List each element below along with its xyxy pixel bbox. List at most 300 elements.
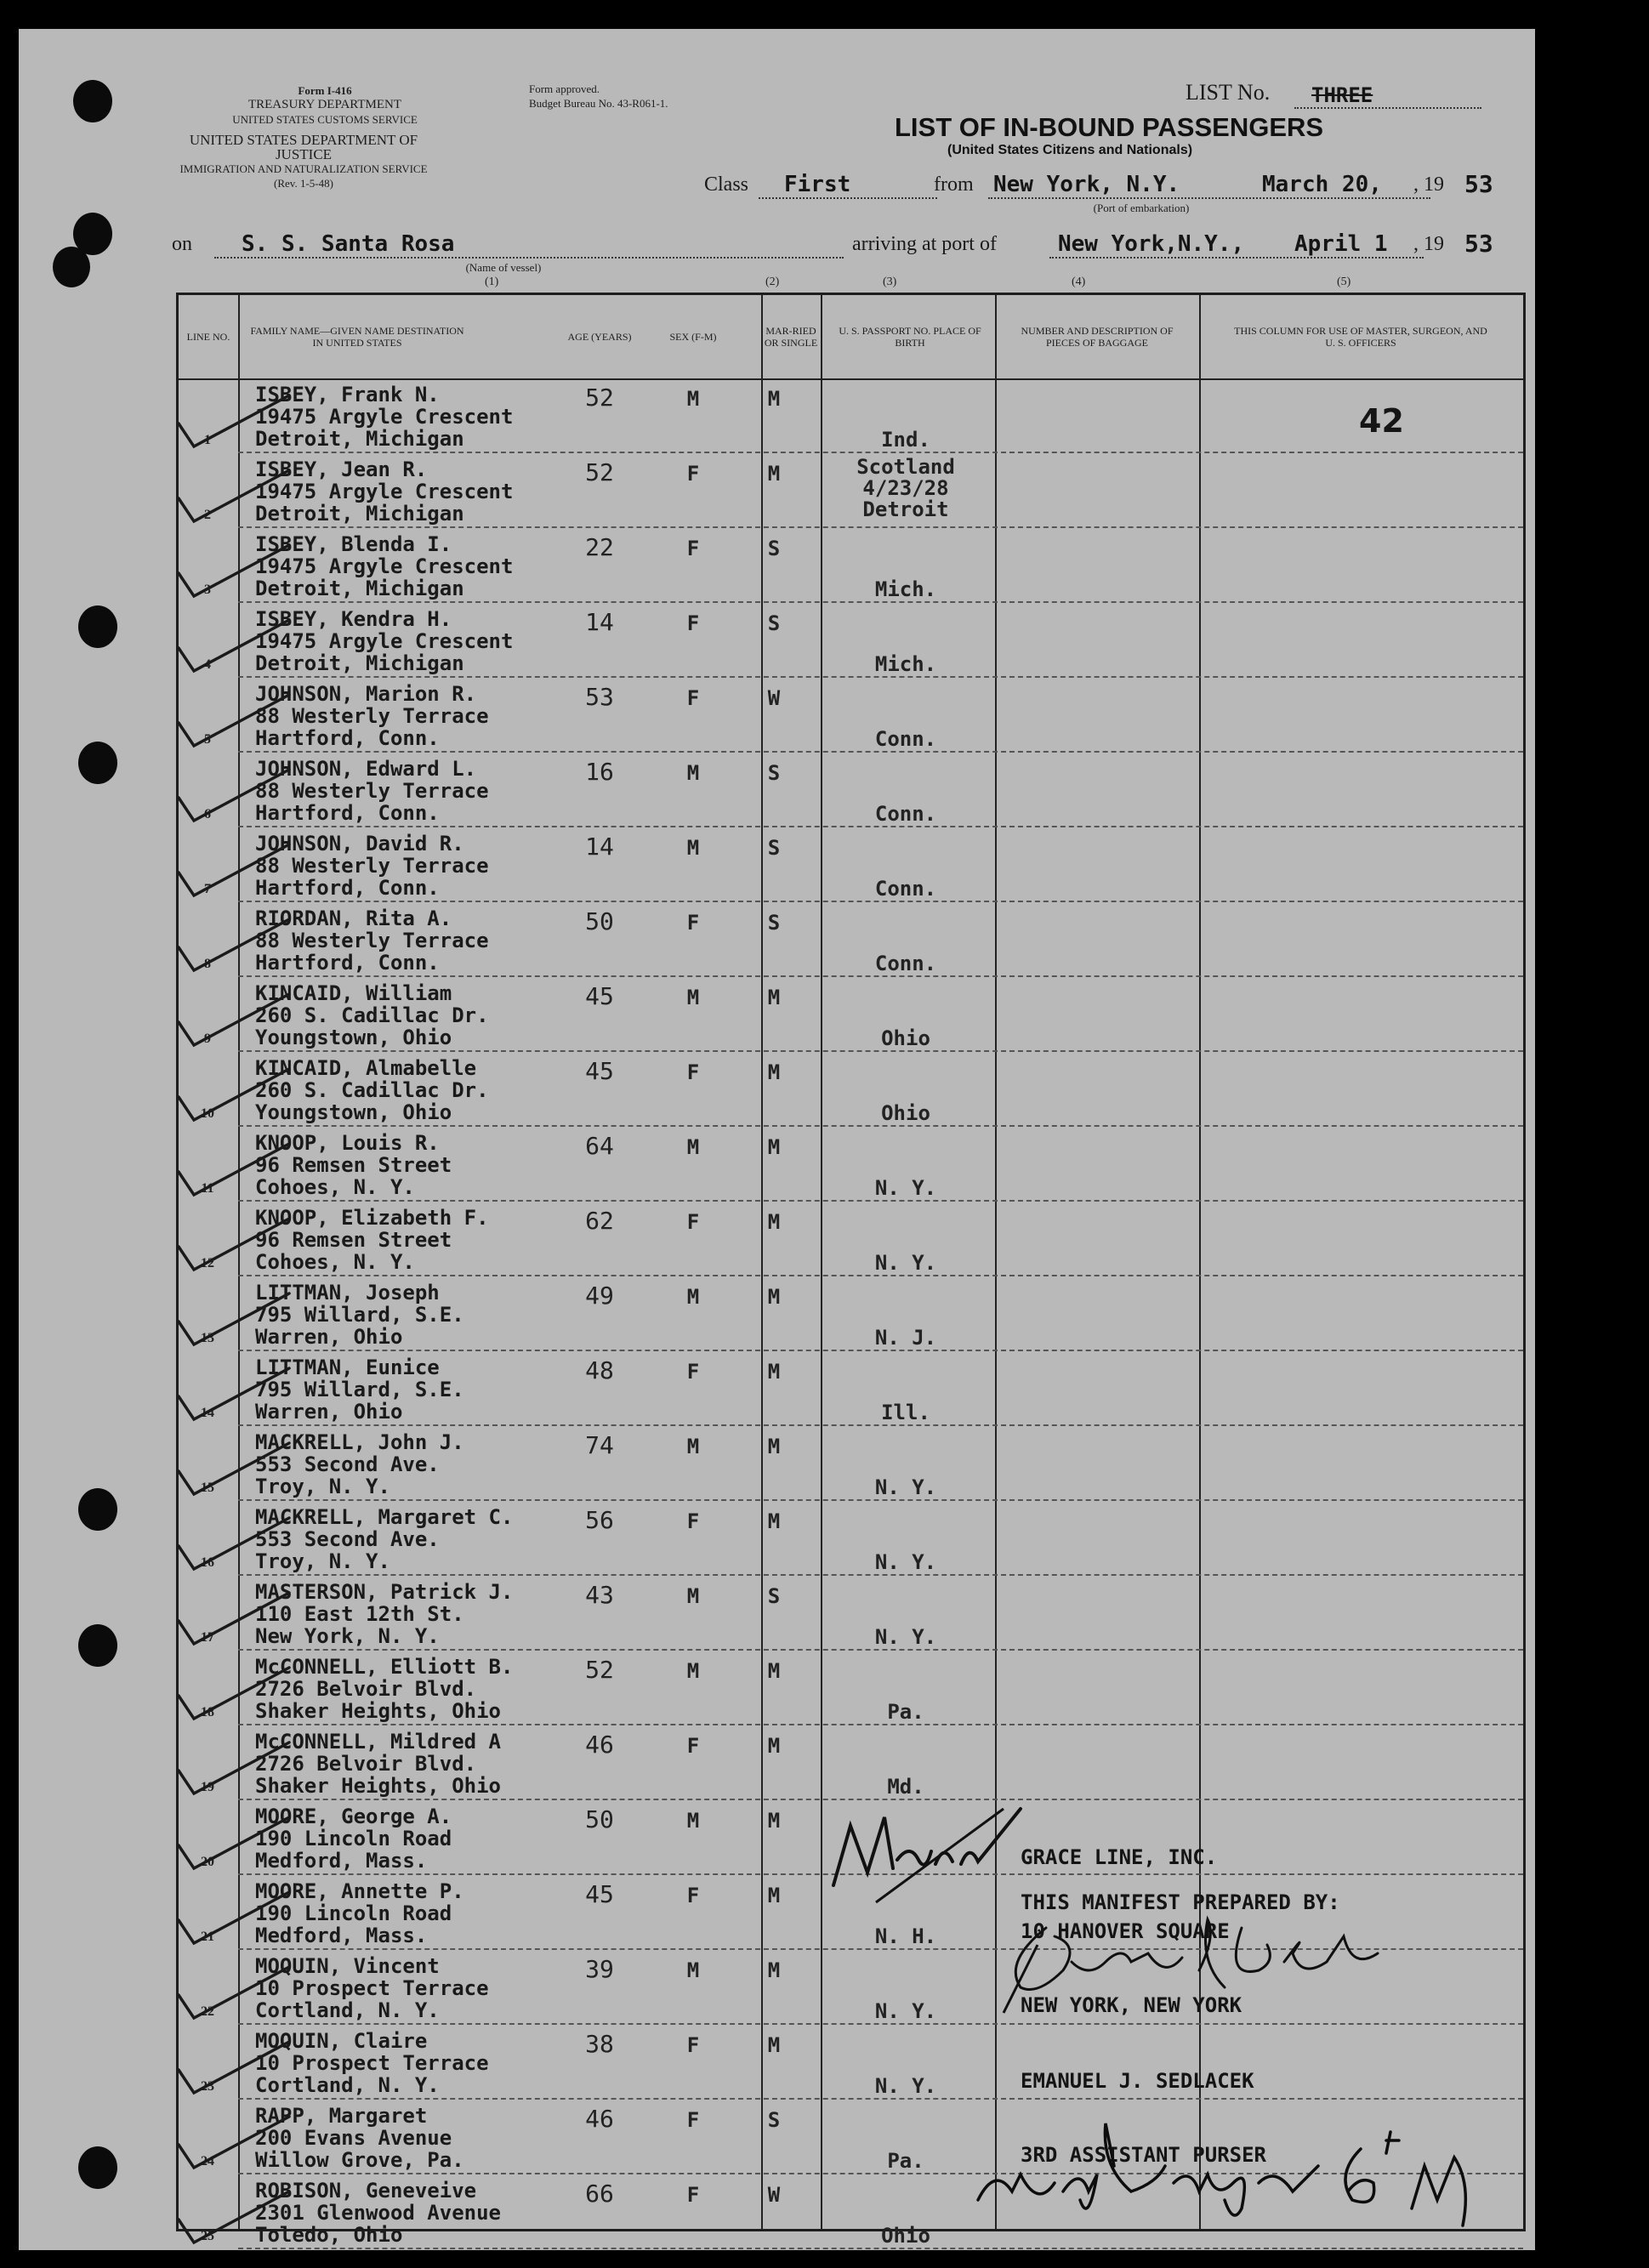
punch-hole: [78, 605, 117, 648]
list-no-line: [1294, 107, 1481, 109]
passenger-street: 2726 Belvoir Blvd.: [255, 1677, 477, 1701]
passenger-name: MOQUIN, Claire: [255, 2029, 428, 2053]
col-num-1: (1): [485, 276, 499, 288]
passenger-sex: F: [686, 1734, 700, 1758]
table-row: [179, 1576, 1523, 1651]
stamp-position: 3RD ASSISTANT PURSER: [1021, 2143, 1266, 2167]
passenger-sex: F: [686, 1884, 700, 1907]
passenger-age: 53: [585, 683, 614, 711]
passenger-married: M: [767, 1135, 781, 1159]
line-number: 16: [201, 1555, 214, 1570]
passenger-age: 39: [585, 1955, 614, 1983]
passenger-name: JOHNSON, David R.: [255, 832, 464, 855]
passenger-city: Warren, Ohio: [255, 1325, 403, 1349]
passenger-married: M: [767, 1360, 781, 1384]
passenger-name: ISBEY, Kendra H.: [255, 607, 452, 631]
passenger-age: 46: [585, 2105, 614, 2133]
passenger-birth: Conn.: [874, 952, 937, 975]
punch-hole: [53, 247, 90, 287]
passenger-name: MACKRELL, Margaret C.: [255, 1505, 514, 1529]
passenger-age: 46: [585, 1731, 614, 1759]
passenger-married: S: [767, 911, 781, 935]
vessel-line: [214, 257, 844, 259]
passenger-sex: M: [686, 1958, 700, 1982]
passenger-street: 553 Second Ave.: [255, 1452, 440, 1476]
punch-hole: [78, 2146, 117, 2189]
arrival-year-prefix: , 19: [1413, 233, 1444, 255]
check-mark-icon: [170, 2040, 298, 2100]
passenger-birth: Ohio: [881, 2224, 930, 2248]
class-value: First: [784, 172, 851, 197]
passenger-married: S: [767, 537, 781, 560]
manifest-page: [19, 29, 1535, 2250]
table-row: [179, 1426, 1523, 1501]
check-mark-icon: [170, 843, 298, 902]
passenger-city: Troy, N. Y.: [255, 1549, 390, 1573]
passenger-city: Detroit, Michigan: [255, 651, 464, 675]
check-mark-icon: [170, 1441, 298, 1501]
passenger-name: KNOOP, Louis R.: [255, 1131, 440, 1155]
passenger-city: Detroit, Michigan: [255, 427, 464, 451]
passenger-name: LITTMAN, Joseph: [255, 1281, 440, 1305]
passenger-age: 66: [585, 2180, 614, 2208]
check-mark-icon: [170, 1292, 298, 1351]
passenger-city: Shaker Heights, Ohio: [255, 1699, 501, 1723]
passenger-city: Shaker Heights, Ohio: [255, 1774, 501, 1798]
passenger-married: M: [767, 2033, 781, 2057]
passenger-city: Hartford, Conn.: [255, 801, 440, 825]
check-mark-icon: [170, 1666, 298, 1725]
passenger-sex: M: [686, 1809, 700, 1833]
depart-year: 53: [1464, 170, 1493, 198]
passenger-married: M: [767, 462, 781, 486]
passenger-birth: N. Y.: [874, 1999, 937, 2023]
col-line-no: LINE NO.: [186, 331, 230, 343]
passenger-birth: N. Y.: [874, 1251, 937, 1275]
passenger-city: Hartford, Conn.: [255, 876, 440, 900]
arrival-date: April 1: [1294, 231, 1388, 257]
passenger-name: MOORE, George A.: [255, 1805, 452, 1828]
immigration-service: IMMIGRATION AND NATURALIZATION SERVICE: [179, 162, 428, 175]
passenger-city: Detroit, Michigan: [255, 577, 464, 600]
check-mark-icon: [170, 1816, 298, 1875]
passenger-birth: Pa.: [887, 1700, 924, 1724]
table-row: [179, 827, 1523, 902]
passenger-age: 50: [585, 907, 614, 935]
customs-service: UNITED STATES CUSTOMS SERVICE: [232, 113, 418, 126]
passenger-age: 45: [585, 1880, 614, 1908]
col-num-5: (5): [1337, 276, 1351, 288]
col-passport: U. S. PASSPORT NO. PLACE OF BIRTH: [839, 325, 981, 349]
inspector-text: [1029, 2166, 1038, 2167]
passenger-street: 2301 Glenwood Avenue: [255, 2201, 501, 2225]
passenger-age: 74: [585, 1431, 614, 1459]
table-row: [179, 678, 1523, 753]
line-number: 25: [201, 2229, 214, 2243]
passenger-name: ISBEY, Jean R.: [255, 458, 428, 481]
passenger-city: Cortland, N. Y.: [255, 2073, 440, 2097]
passenger-married: M: [767, 387, 781, 411]
passenger-street: 190 Lincoln Road: [255, 1901, 452, 1925]
check-mark-icon: [170, 1217, 298, 1276]
check-mark-icon: [170, 1741, 298, 1800]
passenger-sex: M: [686, 986, 700, 1009]
passenger-age: 14: [585, 833, 614, 861]
line-number: 1: [204, 433, 211, 447]
form-number: Form I-416: [298, 84, 352, 97]
passenger-sex: M: [686, 1435, 700, 1458]
passenger-city: Cohoes, N. Y.: [255, 1250, 415, 1274]
passenger-age: 16: [585, 758, 614, 786]
line-number: 21: [201, 1930, 214, 1944]
signature-text: [1021, 1962, 1030, 1963]
passenger-age: 56: [585, 1506, 614, 1534]
passenger-birth: Pa.: [887, 2149, 924, 2173]
passenger-sex: M: [686, 387, 700, 411]
passenger-age: 38: [585, 2030, 614, 2058]
check-mark-icon: [170, 918, 298, 977]
passenger-age: 45: [585, 1057, 614, 1085]
passenger-sex: M: [686, 836, 700, 860]
passenger-sex: F: [686, 462, 700, 486]
passenger-married: S: [767, 761, 781, 785]
col-sex: SEX (F-M): [669, 331, 717, 343]
col-age: AGE (YEARS): [567, 331, 632, 343]
passenger-birth: N. Y.: [874, 2074, 937, 2098]
list-no-value: THREE: [1311, 83, 1373, 107]
punch-hole: [78, 742, 117, 784]
passenger-name: MASTERSON, Patrick J.: [255, 1580, 514, 1604]
passenger-street: 260 S. Cadillac Dr.: [255, 1078, 489, 1102]
passenger-married: W: [767, 686, 781, 710]
passenger-name: McCONNELL, Elliott B.: [255, 1655, 514, 1679]
passenger-name: JOHNSON, Marion R.: [255, 682, 477, 706]
punch-hole: [78, 1488, 117, 1531]
passenger-birth: Md.: [887, 1775, 924, 1799]
passenger-city: Youngstown, Ohio: [255, 1026, 452, 1049]
budget-bureau: Budget Bureau No. 43-R061-1.: [529, 97, 668, 110]
passenger-married: M: [767, 1285, 781, 1309]
table-row: [179, 1202, 1523, 1276]
punch-hole: [78, 1624, 117, 1667]
passenger-sex: F: [686, 2183, 700, 2207]
passenger-name: MACKRELL, John J.: [255, 1430, 464, 1454]
passenger-married: M: [767, 986, 781, 1009]
passenger-street: 10 Prospect Terrace: [255, 2051, 489, 2075]
stamp-city: NEW YORK, NEW YORK: [1021, 1993, 1242, 2017]
passenger-street: 795 Willard, S.E.: [255, 1303, 464, 1327]
passenger-birth: Conn.: [874, 877, 937, 901]
passenger-street: 19475 Argyle Crescent: [255, 554, 514, 578]
line-number: 24: [201, 2154, 214, 2169]
passenger-name: ROBISON, Geneveive: [255, 2179, 477, 2203]
passenger-age: 45: [585, 982, 614, 1010]
passenger-married: M: [767, 1734, 781, 1758]
passenger-city: Hartford, Conn.: [255, 951, 440, 975]
on-label: on: [172, 233, 192, 255]
line-number: 14: [201, 1406, 214, 1420]
class-line: [759, 197, 937, 199]
passenger-age: 22: [585, 533, 614, 561]
table-row: [179, 1276, 1523, 1351]
stamp-company: GRACE LINE, INC.: [1021, 1845, 1218, 1869]
table-row: [179, 1127, 1523, 1202]
line-number: 23: [201, 2079, 214, 2094]
passenger-birth: Mich.: [874, 652, 937, 676]
passenger-city: Troy, N. Y.: [255, 1475, 390, 1498]
passenger-married: M: [767, 1509, 781, 1533]
passenger-married: M: [767, 1884, 781, 1907]
check-mark-icon: [170, 1591, 298, 1651]
passenger-married: S: [767, 836, 781, 860]
passenger-street: 19475 Argyle Crescent: [255, 629, 514, 653]
passenger-birth: Ohio: [881, 1026, 930, 1050]
line-number: 9: [204, 1032, 211, 1046]
line-number: 7: [204, 882, 211, 896]
passenger-birth: Ill.: [881, 1401, 930, 1424]
justice-block: [163, 133, 444, 190]
passenger-street: 88 Westerly Terrace: [255, 929, 489, 952]
passenger-age: 52: [585, 458, 614, 486]
passenger-age: 49: [585, 1282, 614, 1310]
col-name: FAMILY NAME—GIVEN NAME DESTINATION IN UNITED STATES: [250, 325, 464, 349]
passenger-married: W: [767, 2183, 781, 2207]
check-mark-icon: [170, 1142, 298, 1202]
from-value: New York, N.Y.: [993, 172, 1180, 197]
passenger-sex: F: [686, 1509, 700, 1533]
mass-handwriting: [825, 1792, 1029, 1911]
passenger-married: M: [767, 1958, 781, 1982]
line-number: 10: [201, 1106, 214, 1121]
passenger-age: 43: [585, 1581, 614, 1609]
passenger-age: 62: [585, 1207, 614, 1235]
stamp-name: EMANUEL J. SEDLACEK: [1021, 2069, 1254, 2093]
table-row: [179, 753, 1523, 827]
passenger-street: 795 Willard, S.E.: [255, 1378, 464, 1401]
passenger-sex: M: [686, 1285, 700, 1309]
passenger-street: 96 Remsen Street: [255, 1153, 452, 1177]
passenger-sex: M: [686, 1584, 700, 1608]
table-row: [179, 977, 1523, 1052]
passenger-age: 52: [585, 1656, 614, 1684]
stamp-address: 10 HANOVER SQUARE: [1021, 1919, 1230, 1943]
check-mark-icon: [170, 1890, 298, 1950]
passenger-city: Cohoes, N. Y.: [255, 1175, 415, 1199]
arrival-line: [1049, 257, 1424, 259]
check-mark-icon: [170, 1367, 298, 1426]
passenger-sex: F: [686, 537, 700, 560]
passenger-name: MOQUIN, Vincent: [255, 1954, 440, 1978]
arriving-label: arriving at port of: [852, 233, 997, 255]
passenger-sex: M: [686, 1659, 700, 1683]
line-number: 11: [201, 1181, 214, 1196]
passenger-married: M: [767, 1210, 781, 1234]
col-baggage: NUMBER AND DESCRIPTION OF PIECES OF BAGGAGE: [1021, 325, 1174, 349]
passenger-birth: N. Y.: [874, 1176, 937, 1200]
vessel-name: S. S. Santa Rosa: [242, 231, 455, 257]
form-id-block: [163, 83, 486, 127]
line-number: 6: [204, 807, 211, 821]
passenger-birth: Conn.: [874, 802, 937, 826]
passenger-sex: F: [686, 1210, 700, 1234]
check-mark-icon: [170, 1516, 298, 1576]
passenger-birth: Scotland 4/23/28 Detroit: [856, 455, 955, 521]
passenger-city: Warren, Ohio: [255, 1400, 403, 1424]
passenger-married: M: [767, 1659, 781, 1683]
form-approved: Form approved.: [529, 82, 600, 95]
table-row: [179, 1651, 1523, 1725]
passenger-married: S: [767, 2108, 781, 2132]
passenger-sex: F: [686, 611, 700, 635]
passenger-age: 48: [585, 1356, 614, 1384]
passenger-city: Medford, Mass.: [255, 1924, 428, 1947]
passenger-sex: F: [686, 1360, 700, 1384]
passenger-name: MOORE, Annette P.: [255, 1879, 464, 1903]
inspector-signature: [961, 2115, 1505, 2234]
depart-date: March 20,: [1262, 172, 1382, 197]
passenger-city: Cortland, N. Y.: [255, 1998, 440, 2022]
check-mark-icon: [170, 768, 298, 827]
punch-hole: [73, 80, 112, 122]
passenger-name: ISBEY, Frank N.: [255, 383, 440, 406]
class-label: Class: [704, 173, 749, 196]
line-number: 2: [204, 508, 211, 522]
passenger-age: 14: [585, 608, 614, 636]
from-line: [988, 197, 1430, 199]
passenger-married: S: [767, 611, 781, 635]
line-number: 5: [204, 732, 211, 747]
passenger-birth: Ohio: [881, 1101, 930, 1125]
passenger-street: 110 East 12th St.: [255, 1602, 464, 1626]
check-mark-icon: [170, 618, 298, 678]
check-mark-icon: [170, 543, 298, 603]
passenger-city: Youngstown, Ohio: [255, 1100, 452, 1124]
table-row: [179, 1501, 1523, 1576]
table-row: [179, 1351, 1523, 1426]
table-row: [179, 1725, 1523, 1800]
approval-block: [529, 82, 784, 111]
passenger-street: 88 Westerly Terrace: [255, 779, 489, 803]
passenger-name: RIORDAN, Rita A.: [255, 907, 452, 930]
passenger-city: Toledo, Ohio: [255, 2223, 403, 2247]
passenger-married: S: [767, 1584, 781, 1608]
from-label: from: [934, 173, 974, 196]
passenger-name: KINCAID, William: [255, 981, 452, 1005]
check-mark-icon: [170, 1965, 298, 2025]
passenger-birth: N. H.: [874, 1924, 937, 1948]
passenger-name: ISBEY, Blenda I.: [255, 532, 452, 556]
passenger-city: Detroit, Michigan: [255, 502, 464, 526]
table-row: [179, 1052, 1523, 1127]
check-mark-icon: [170, 1067, 298, 1127]
treasury-dept: TREASURY DEPARTMENT: [247, 98, 402, 111]
col-num-3: (3): [883, 276, 897, 288]
check-mark-icon: [170, 2115, 298, 2174]
line-number: 20: [201, 1855, 214, 1869]
arrival-port: New York,N.Y.,: [1058, 231, 1245, 257]
passenger-city: Medford, Mass.: [255, 1849, 428, 1873]
check-mark-icon: [170, 2190, 298, 2249]
check-mark-icon: [170, 992, 298, 1052]
line-number: 4: [204, 657, 211, 672]
col-married: MAR-RIED OR SINGLE: [764, 325, 818, 349]
list-no-label: LIST No.: [1186, 80, 1271, 105]
passenger-birth: N. Y.: [874, 1550, 937, 1574]
passenger-sex: M: [686, 1135, 700, 1159]
line-number: 8: [204, 957, 211, 971]
passenger-name: KINCAID, Almabelle: [255, 1056, 477, 1080]
line-number: 15: [201, 1481, 214, 1495]
passenger-street: 19475 Argyle Crescent: [255, 405, 514, 429]
check-mark-icon: [170, 394, 298, 453]
mass-handwriting-text: [850, 1826, 852, 1827]
passenger-street: 553 Second Ave.: [255, 1527, 440, 1551]
page-title: LIST OF IN-BOUND PASSENGERS: [895, 112, 1324, 142]
passenger-birth: Mich.: [874, 577, 937, 601]
passenger-name: KNOOP, Elizabeth F.: [255, 1206, 489, 1230]
passenger-married: M: [767, 1809, 781, 1833]
passenger-sex: F: [686, 686, 700, 710]
passenger-street: 96 Remsen Street: [255, 1228, 452, 1252]
table-row: [179, 528, 1523, 603]
table-row: [179, 453, 1523, 528]
passenger-city: Willow Grove, Pa.: [255, 2148, 464, 2172]
depart-year-prefix: , 19: [1413, 173, 1444, 196]
passenger-married: M: [767, 1435, 781, 1458]
line-number: 18: [201, 1705, 214, 1719]
passenger-street: 260 S. Cadillac Dr.: [255, 1003, 489, 1027]
passenger-city: Hartford, Conn.: [255, 726, 440, 750]
arrival-year: 53: [1464, 230, 1493, 258]
passenger-city: New York, N. Y.: [255, 1624, 440, 1648]
officer-note: 42: [1359, 402, 1404, 440]
col-officers: THIS COLUMN FOR USE OF MASTER, SURGEON, AND U. S. OFFICERS: [1234, 325, 1487, 349]
stamp-prepared: THIS MANIFEST PREPARED BY:: [1021, 1890, 1340, 1914]
col-num-2: (2): [765, 276, 780, 288]
passenger-street: 200 Evans Avenue: [255, 2126, 452, 2150]
passenger-name: JOHNSON, Edward L.: [255, 757, 477, 781]
embark-caption: (Port of embarkation): [1093, 202, 1190, 214]
passenger-street: 88 Westerly Terrace: [255, 704, 489, 728]
passenger-birth: Conn.: [874, 727, 937, 751]
check-mark-icon: [170, 469, 298, 528]
passenger-sex: F: [686, 2033, 700, 2057]
passenger-birth: N. Y.: [874, 1475, 937, 1499]
passenger-age: 64: [585, 1132, 614, 1160]
passenger-married: M: [767, 1060, 781, 1084]
table-row: [179, 603, 1523, 678]
line-number: 12: [201, 1256, 214, 1270]
passenger-birth: N. Y.: [874, 1625, 937, 1649]
passenger-street: 2726 Belvoir Blvd.: [255, 1752, 477, 1776]
form-rev: (Rev. 1-5-48): [274, 177, 333, 190]
passenger-street: 190 Lincoln Road: [255, 1827, 452, 1850]
justice-dept: UNITED STATES DEPARTMENT OF JUSTICE: [189, 132, 418, 162]
line-number: 19: [201, 1780, 214, 1794]
passenger-street: 10 Prospect Terrace: [255, 1976, 489, 2000]
purser-signature: [987, 1911, 1386, 2021]
passenger-sex: F: [686, 911, 700, 935]
passenger-name: RAPP, Margaret: [255, 2104, 428, 2128]
line-number: 22: [201, 2004, 214, 2019]
table-row: [179, 378, 1523, 453]
passenger-sex: F: [686, 2108, 700, 2132]
line-number: 3: [204, 583, 211, 597]
page-subtitle: (United States Citizens and Nationals): [947, 143, 1193, 157]
table-row: [179, 902, 1523, 977]
line-number: 17: [201, 1630, 214, 1645]
passenger-sex: F: [686, 1060, 700, 1084]
